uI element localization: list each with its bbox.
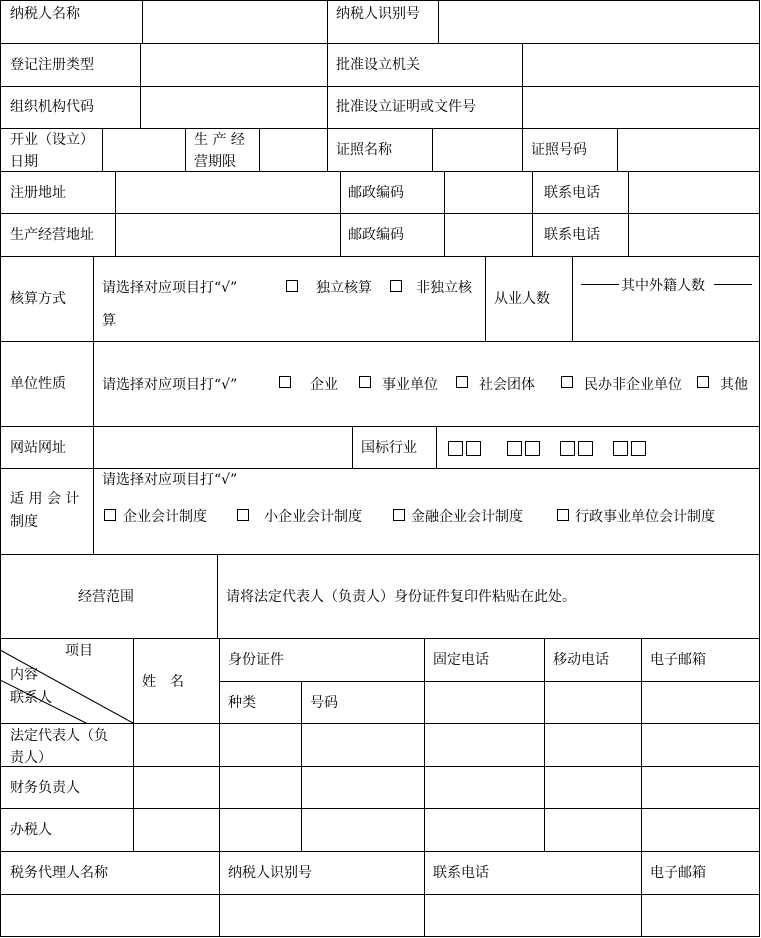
industry-code-digit-4[interactable] xyxy=(525,441,540,456)
label-nonindependent-accounting: 非独立核 xyxy=(416,280,472,296)
field-agent-email[interactable] xyxy=(642,895,759,936)
header-id-type: 种类 xyxy=(228,695,256,711)
label-foreign-employee-count: 其中外籍人数 xyxy=(621,278,705,294)
unit-nature-prompt: 请选择对应项目打“√” xyxy=(102,377,238,393)
label-approval-doc: 批准设立证明或文件号 xyxy=(336,99,476,115)
industry-code-digit-1[interactable] xyxy=(448,441,463,456)
label-financial-accounting: 金融企业会计制度 xyxy=(411,509,523,525)
diag-header-item: 项目 xyxy=(65,643,93,659)
label-enterprise-accounting: 企业会计制度 xyxy=(123,509,207,525)
header-fixed-phone: 固定电话 xyxy=(433,652,489,668)
label-certificate-name: 证照名称 xyxy=(336,142,392,158)
field-phone-1[interactable] xyxy=(629,172,759,213)
label-agent-phone: 联系电话 xyxy=(433,865,489,881)
finance-head-fields[interactable] xyxy=(134,767,760,808)
label-business-scope: 经营范围 xyxy=(78,589,134,605)
checkbox-nonindependent-accounting[interactable] xyxy=(390,280,402,292)
label-independent-accounting: 独立核算 xyxy=(316,280,372,296)
checkbox-independent-accounting[interactable] xyxy=(286,280,298,292)
label-taxpayer-name: 纳税人名称 xyxy=(10,6,80,22)
field-org-code[interactable] xyxy=(141,87,327,128)
label-website: 网站网址 xyxy=(10,440,66,456)
field-postcode-1[interactable] xyxy=(445,172,532,213)
industry-code-digit-6[interactable] xyxy=(578,441,593,456)
diag-header-content: 内容 xyxy=(10,667,38,683)
label-phone-1: 联系电话 xyxy=(544,185,600,201)
label-approving-org: 批准设立机关 xyxy=(336,57,420,73)
checkbox-social-group[interactable] xyxy=(456,376,468,388)
field-approval-doc[interactable] xyxy=(523,87,759,128)
accounting-prompt: 请选择对应项目打“√” xyxy=(102,280,238,296)
checkbox-financial-accounting[interactable] xyxy=(393,509,405,521)
id-copy-paste-note: 请将法定代表人（负责人）身份证件复印件粘贴在此处。 xyxy=(226,589,576,605)
label-tax-agent-name: 税务代理人名称 xyxy=(10,865,108,881)
industry-code-digit-8[interactable] xyxy=(631,441,646,456)
label-admin-accounting: 行政事业单位会计制度 xyxy=(575,509,715,525)
checkbox-enterprise-accounting[interactable] xyxy=(104,509,116,521)
label-industry-code: 国标行业 xyxy=(361,440,417,456)
label-open-date: 开业（设立） xyxy=(10,132,94,148)
checkbox-other[interactable] xyxy=(697,376,709,388)
label-open-date-2: 日期 xyxy=(10,154,38,170)
label-enterprise: 企业 xyxy=(310,377,338,393)
header-id-number: 号码 xyxy=(310,695,338,711)
label-social-group: 社会团体 xyxy=(479,377,535,393)
field-website[interactable] xyxy=(94,427,352,468)
field-phone-2[interactable] xyxy=(629,214,759,256)
checkbox-public-institution[interactable] xyxy=(359,376,371,388)
field-registered-address[interactable] xyxy=(116,172,340,213)
label-private-nonenterprise: 民办非企业单位 xyxy=(584,377,682,393)
checkbox-private-nonenterprise[interactable] xyxy=(561,376,573,388)
header-name: 姓 名 xyxy=(142,674,184,690)
field-certificate-number[interactable] xyxy=(618,129,759,171)
field-business-period[interactable] xyxy=(260,129,327,171)
accounting-system-prompt: 请选择对应项目打“√” xyxy=(102,472,238,488)
label-registered-address: 注册地址 xyxy=(10,185,66,201)
label-public-institution: 事业单位 xyxy=(382,377,438,393)
field-tax-agent-name[interactable] xyxy=(1,895,219,936)
row-legal-representative: 法定代表人（负 xyxy=(10,728,108,744)
label-phone-2: 联系电话 xyxy=(544,227,600,243)
field-business-address[interactable] xyxy=(116,214,340,256)
label-accounting-method: 核算方式 xyxy=(10,291,66,307)
label-accounting-system-2: 制度 xyxy=(10,514,38,530)
field-approving-org[interactable] xyxy=(523,44,759,86)
label-small-enterprise-accounting: 小企业会计制度 xyxy=(264,509,362,525)
field-taxpayer-name[interactable] xyxy=(143,1,327,43)
industry-code-digit-3[interactable] xyxy=(507,441,522,456)
field-registration-type[interactable] xyxy=(141,44,327,86)
checkbox-admin-accounting[interactable] xyxy=(557,509,569,521)
label-taxpayer-id: 纳税人识别号 xyxy=(336,6,420,22)
row-finance-head: 财务负责人 xyxy=(10,780,80,796)
tax-handler-fields[interactable] xyxy=(134,809,760,851)
industry-code-digit-5[interactable] xyxy=(560,441,575,456)
checkbox-enterprise[interactable] xyxy=(279,376,291,388)
label-nonindependent-accounting-2: 算 xyxy=(102,313,116,329)
row-legal-representative-2: 责人） xyxy=(10,750,52,766)
field-business-scope[interactable] xyxy=(1,555,217,638)
label-other: 其他 xyxy=(720,377,748,393)
industry-code-digit-2[interactable] xyxy=(466,441,481,456)
field-taxpayer-id[interactable] xyxy=(439,1,759,43)
label-agent-email: 电子邮箱 xyxy=(650,865,706,881)
label-business-period-2: 营期限 xyxy=(194,154,236,170)
label-unit-nature: 单位性质 xyxy=(10,376,66,392)
field-certificate-name[interactable] xyxy=(433,129,522,171)
label-agent-taxpayer-id: 纳税人识别号 xyxy=(228,865,312,881)
label-accounting-system: 适 用 会 计 xyxy=(10,491,80,507)
label-certificate-number: 证照号码 xyxy=(531,142,587,158)
field-postcode-2[interactable] xyxy=(445,214,532,256)
field-agent-taxpayer-id[interactable] xyxy=(220,895,424,936)
label-postcode-1: 邮政编码 xyxy=(348,185,404,201)
industry-code-digit-7[interactable] xyxy=(613,441,628,456)
field-agent-phone[interactable] xyxy=(425,895,641,936)
field-foreign-employee-count[interactable] xyxy=(714,283,752,285)
field-open-date[interactable] xyxy=(103,129,185,171)
legal-representative-fields[interactable] xyxy=(134,724,760,766)
checkbox-small-enterprise-accounting[interactable] xyxy=(237,509,249,521)
label-employee-count: 从业人数 xyxy=(494,291,550,307)
header-mobile-phone: 移动电话 xyxy=(553,652,609,668)
field-employee-count[interactable] xyxy=(581,283,619,285)
label-postcode-2: 邮政编码 xyxy=(348,227,404,243)
label-registration-type: 登记注册类型 xyxy=(10,57,94,73)
header-email: 电子邮箱 xyxy=(650,652,706,668)
header-id-document: 身份证件 xyxy=(228,652,284,668)
label-business-period: 生 产 经 xyxy=(194,132,245,148)
label-org-code: 组织机构代码 xyxy=(10,99,94,115)
diag-header-contact: 联系人 xyxy=(10,690,52,706)
row-tax-handler: 办税人 xyxy=(10,822,52,838)
label-business-address: 生产经营地址 xyxy=(10,227,94,243)
